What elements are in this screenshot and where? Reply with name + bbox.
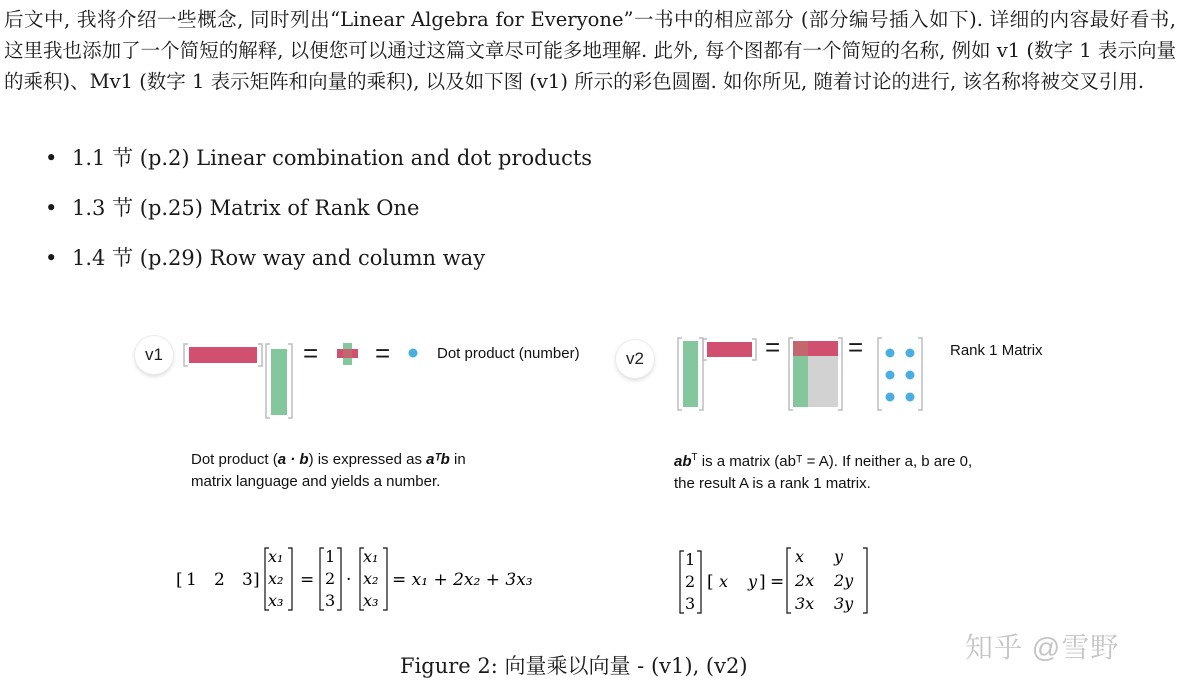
matrix-entry: y xyxy=(834,547,844,566)
equals-sign: = xyxy=(375,338,391,368)
matrix-corner xyxy=(793,341,808,356)
v2-diagram xyxy=(672,330,942,415)
matrix-entry: 2x xyxy=(795,571,815,590)
bracket-right xyxy=(752,339,756,360)
desc-text: Dot product ( xyxy=(191,451,278,468)
bracket-right: ] xyxy=(759,572,766,592)
result-expression: = x₁ + 2x₂ + 3x₃ xyxy=(392,570,533,590)
dot-operator: · xyxy=(346,570,352,590)
v1-badge: v1 xyxy=(135,336,173,374)
bracket-right: ] xyxy=(253,570,260,590)
matrix-dot xyxy=(886,393,895,402)
section-ref: 1.1 节 (p.2) Linear combination and dot products xyxy=(72,146,593,170)
bullet-icon: • xyxy=(45,196,58,220)
matrix-entry: 2y xyxy=(834,571,854,590)
matrix-dot xyxy=(886,349,895,358)
intro-paragraph: 后文中, 我将介绍一些概念, 同时列出“Linear Algebra for Everyone”一书中的相应部分 (部分编号插入如下). 详细的内容最好看书, 这里我也添加了一个简短的解释, 以便您可以通过这篇文章尽可能多地理解. 此外, 每个图都有一个简短的名称, 例如 v1 (数字 1 表示向量的乘积)、Mv1 (数字 1 表示矩阵和向量的乘积), 以及如下图 (v1) 所示的彩色圆圈. 如你所见, 随着讨论的进行, 该名称将被交叉引用. xyxy=(4,8,1176,93)
list-item xyxy=(40,246,592,271)
desc-text: is a matrix (abᵀ = A). If neither a, b are 0, xyxy=(697,453,973,470)
cross-center xyxy=(343,349,352,358)
section-ref: 1.4 节 (p.29) Row way and column way xyxy=(72,246,486,270)
row-entry: y xyxy=(748,572,758,591)
matrix-dot xyxy=(906,393,915,402)
bracket-left xyxy=(266,344,270,418)
equals-sign: = xyxy=(300,570,315,590)
bracket-right xyxy=(258,344,262,366)
equals-sign: = xyxy=(765,332,781,362)
row-entry: 3 xyxy=(242,570,253,590)
row-entry: 2 xyxy=(214,570,225,590)
col-entry: 1 xyxy=(325,547,336,566)
col-entry: x₁ xyxy=(268,547,284,566)
bracket-left: [ xyxy=(707,572,714,592)
bracket-left xyxy=(680,551,684,613)
bracket-right xyxy=(288,344,292,418)
col-entry: 2 xyxy=(685,572,696,591)
bracket-left xyxy=(703,339,707,360)
list-item xyxy=(40,196,592,221)
section-ref: 1.3 节 (p.25) Matrix of Rank One xyxy=(72,196,420,220)
matrix-dot xyxy=(906,371,915,380)
col-entry: 1 xyxy=(685,550,696,569)
col-entry: 3 xyxy=(685,594,696,613)
section-list xyxy=(40,146,592,296)
col-vector-bar xyxy=(271,349,287,415)
list-item xyxy=(40,146,592,171)
col-entry: x₂ xyxy=(363,569,379,588)
scalar-dot xyxy=(409,349,418,358)
bullet-icon: • xyxy=(45,246,58,270)
v2-description xyxy=(674,447,972,495)
col-entry: 2 xyxy=(325,569,336,588)
matrix-dot xyxy=(906,349,915,358)
desc-math: aᵀb xyxy=(426,451,450,468)
matrix-entry: 3x xyxy=(795,594,815,613)
desc-math: a · b xyxy=(277,451,309,468)
bracket-right xyxy=(918,338,922,410)
bracket-right xyxy=(288,548,292,610)
bracket-right xyxy=(337,548,341,610)
row-entry: x xyxy=(719,572,729,591)
col-entry: x₂ xyxy=(268,569,284,588)
equals-sign: = xyxy=(848,332,864,362)
v2-equation xyxy=(678,545,888,617)
bracket-left xyxy=(787,548,791,613)
desc-text: matrix language and yields a number. xyxy=(191,473,441,490)
bracket-left xyxy=(320,548,324,610)
matrix-entry: x xyxy=(795,547,805,566)
v1-equation xyxy=(170,545,570,617)
bracket-left xyxy=(678,338,682,410)
row-vector-bar xyxy=(189,347,257,363)
equals-sign: = xyxy=(303,338,319,368)
col-entry: x₃ xyxy=(268,591,284,610)
v2-badge: v2 xyxy=(616,340,654,378)
col-entry: x₁ xyxy=(363,547,379,566)
bracket-left xyxy=(184,344,188,366)
watermark: 知乎 @雪野 xyxy=(965,632,1120,663)
bracket-left xyxy=(789,338,793,410)
desc-math: ab xyxy=(674,453,692,470)
row-entry: 1 xyxy=(186,570,197,590)
col-entry: 3 xyxy=(325,591,336,610)
matrix-entry: 3y xyxy=(834,594,854,613)
bracket-right xyxy=(838,338,842,410)
equals-sign: = xyxy=(770,572,785,592)
desc-sup: T xyxy=(691,452,698,463)
v1-result-label: Dot product (number) xyxy=(437,345,580,362)
v2-result-label: Rank 1 Matrix xyxy=(950,342,1043,359)
row-vector-bar xyxy=(707,342,752,357)
desc-text: ) is expressed as xyxy=(308,451,427,468)
bracket-left xyxy=(878,338,882,410)
col-entry: x₃ xyxy=(363,591,379,610)
v1-description xyxy=(191,449,466,493)
matrix-dot xyxy=(886,371,895,380)
col-vector-bar xyxy=(683,341,698,407)
bracket-right xyxy=(863,548,867,613)
bullet-icon: • xyxy=(45,146,58,170)
desc-text: in xyxy=(449,451,466,468)
figure-caption: Figure 2: 向量乘以向量 - (v1), (v2) xyxy=(400,654,748,678)
desc-text: the result A is a rank 1 matrix. xyxy=(674,475,871,492)
bracket-right xyxy=(697,551,701,613)
bracket-right xyxy=(383,548,387,610)
bracket-left: [ xyxy=(176,570,183,590)
